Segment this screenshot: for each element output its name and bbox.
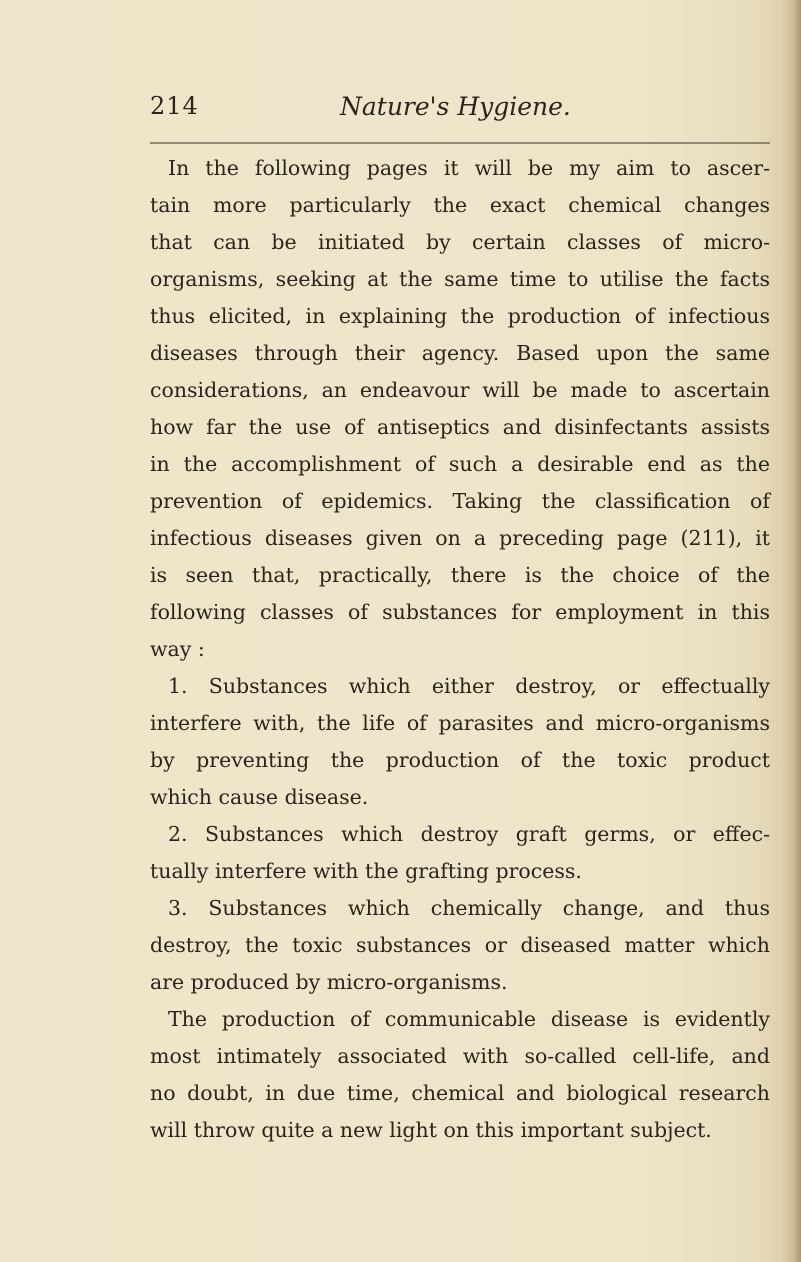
text-line: 1. Substances which either destroy, or effectually [168,674,770,698]
text-line: is seen that, practically, there is the choice of the [150,563,770,587]
text-line: prevention of epidemics. Taking the classification of [150,489,770,513]
text-line: following classes of substances for employment in this [150,600,770,624]
text-line: way : [150,637,205,661]
text-line: The production of communicable disease is evidently [168,1007,770,1031]
text-line: which cause disease. [150,785,369,809]
text-line: thus elicited, in explaining the production of infectious [150,304,770,328]
text-line: considerations, an endeavour will be made to ascertain [150,378,770,402]
text-line: diseases through their agency. Based upon the same [150,341,770,365]
text-line: are produced by micro-organisms. [150,970,508,994]
paragraph-intro [150,150,770,668]
list-item-2 [150,816,770,890]
text-line: In the following pages it will be my aim to ascer- [168,156,770,180]
text-line: 3. Substances which chemically change, and thus [168,896,770,920]
text-line: most intimately associated with so-called cell-life, and [150,1044,770,1068]
text-line: by preventing the production of the toxic product [150,748,770,772]
header-rule [150,142,770,144]
text-line: tually interfere with the grafting process. [150,859,582,883]
list-item-3 [150,890,770,1001]
text-line: in the accomplishment of such a desirable end as the [150,452,770,476]
text-line: how far the use of antiseptics and disinfectants assists [150,415,770,439]
page-edge-shadow [783,0,801,1262]
text-line: destroy, the toxic substances or diseased matter which [150,933,770,957]
text-line: infectious diseases given on a preceding page (211), it [150,526,770,550]
text-line: will throw quite a new light on this important subject. [150,1118,712,1142]
text-line: no doubt, in due time, chemical and biological research [150,1081,770,1105]
body-text [150,150,770,1149]
page-number: 214 [150,92,199,120]
paragraph-conclusion [150,1001,770,1149]
text-line: interfere with, the life of parasites and micro-organisms [150,711,770,735]
text-line: organisms, seeking at the same time to utilise the facts [150,267,770,291]
text-line: 2. Substances which destroy graft germs, or effec- [168,822,770,846]
list-item-1 [150,668,770,816]
text-line: tain more particularly the exact chemical changes [150,193,770,217]
running-title: Nature's Hygiene. [340,92,571,121]
page-header [150,92,770,132]
text-line: that can be initiated by certain classes of micro- [150,230,770,254]
